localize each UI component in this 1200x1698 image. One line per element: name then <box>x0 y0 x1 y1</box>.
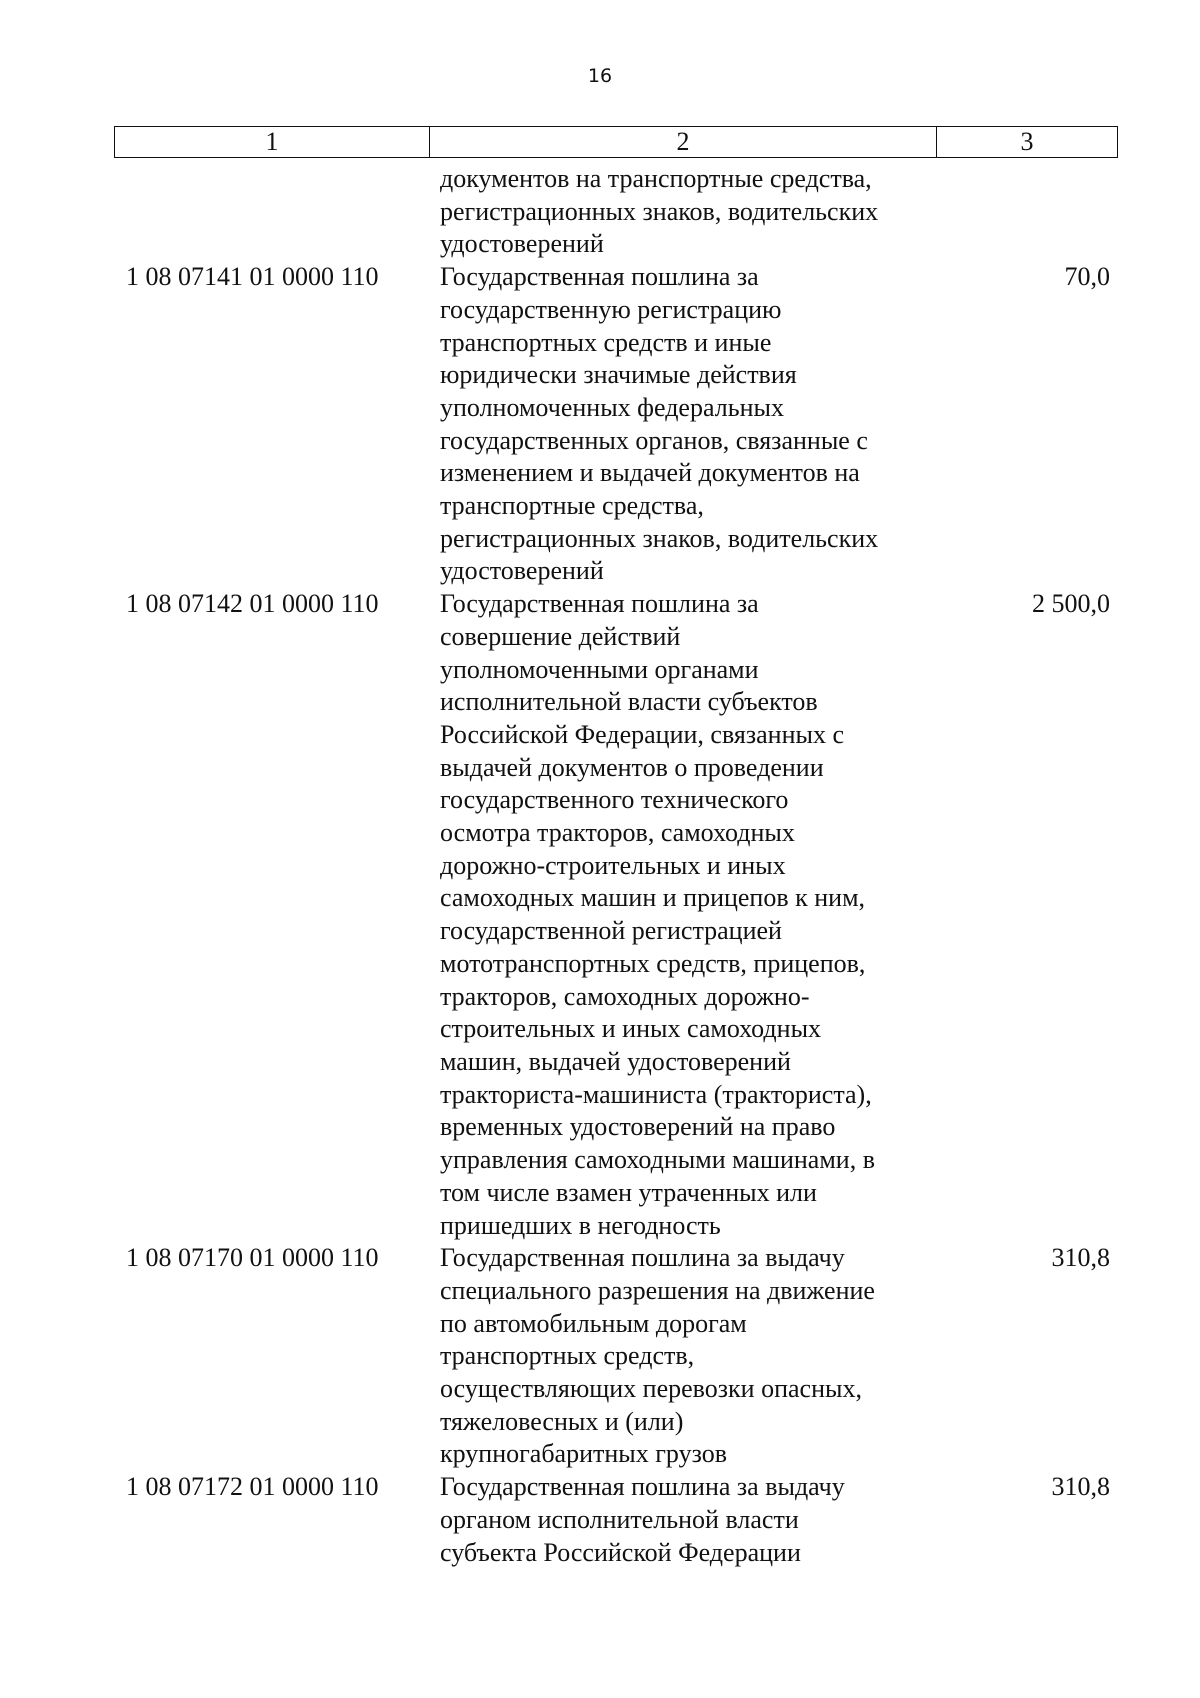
description-line: Российской Федерации, связанных с <box>440 719 845 749</box>
description-line: государственных органов, связанные с <box>440 425 868 455</box>
table-row <box>114 1242 1118 1471</box>
table-header-cell-1: 1 <box>115 127 430 157</box>
description-line: документов на транспортные средства, <box>440 164 872 193</box>
description-line: совершение действий <box>440 621 681 651</box>
description-line: транспортных средств и иные <box>440 327 772 357</box>
description-line: мототранспортных средств, прицепов, <box>440 948 866 978</box>
description-line: по автомобильным дорогам <box>440 1308 747 1338</box>
description-line: Государственная пошлина за <box>440 262 759 292</box>
description-line: юридически значимые действия <box>440 360 797 390</box>
description-line: субъекта Российской Федерации <box>440 1537 801 1567</box>
description-line: исполнительной власти субъектов <box>440 687 818 717</box>
description-line: органом исполнительной власти <box>440 1504 799 1534</box>
table-row <box>114 261 1118 588</box>
description-line: строительных и иных самоходных <box>440 1014 822 1044</box>
income-description <box>429 1471 936 1569</box>
description-line: Государственная пошлина за выдачу <box>440 1243 845 1273</box>
table-header-cell-2: 2 <box>430 127 937 157</box>
description-line: уполномоченных федеральных <box>440 392 784 422</box>
amount-value: 2 500,0 <box>1032 589 1110 619</box>
description-line: регистрационных знаков, водительских <box>440 523 879 553</box>
budget-code: 1 08 07170 01 0000 110 <box>126 1243 379 1273</box>
description-line: специального разрешения на движение <box>440 1275 875 1305</box>
income-description <box>429 1242 936 1471</box>
description-line: дорожно-строительных и иных <box>440 850 786 880</box>
income-description <box>429 261 936 588</box>
budget-code: 1 08 07172 01 0000 110 <box>126 1472 379 1502</box>
amount-value: 310,8 <box>1051 1243 1110 1273</box>
income-description <box>429 588 936 1242</box>
description-line: тяжеловесных и (или) <box>440 1406 684 1436</box>
description-line: изменением и выдачей документов на <box>440 458 860 488</box>
description-line: Государственная пошлина за выдачу <box>440 1472 845 1502</box>
income-description <box>429 163 936 261</box>
description-line: пришедших в негодность <box>440 1210 721 1240</box>
description-line: выдачей документов о проведении <box>440 752 824 782</box>
description-line: тракториста-машиниста (тракториста), <box>440 1079 872 1109</box>
amount-value: 70,0 <box>1064 262 1110 292</box>
description-line: тракторов, самоходных дорожно- <box>440 981 810 1011</box>
description-line: том числе взамен утраченных или <box>440 1177 817 1207</box>
description-line: регистрационных знаков, водительских <box>440 196 879 226</box>
table-header-row <box>114 126 1118 158</box>
page-number: 16 <box>587 65 613 87</box>
table-header-cell-3: 3 <box>1020 127 1034 156</box>
description-line: Государственная пошлина за <box>440 589 759 619</box>
amount-value: 310,8 <box>1051 1472 1110 1502</box>
description-line: крупногабаритных грузов <box>440 1439 727 1469</box>
description-line: удостоверений <box>440 556 604 586</box>
description-line: транспортные средства, <box>440 491 704 521</box>
table-row <box>114 588 1118 1242</box>
description-line: уполномоченными органами <box>440 654 759 684</box>
description-line: государственной регистрацией <box>440 916 782 946</box>
description-line: управления самоходными машинами, в <box>440 1145 875 1175</box>
table-row <box>114 1471 1118 1569</box>
description-line: осмотра тракторов, самоходных <box>440 818 795 848</box>
description-line: государственную регистрацию <box>440 294 782 324</box>
description-line: самоходных машин и прицепов к ним, <box>440 883 866 913</box>
description-line: транспортных средств, <box>440 1341 695 1371</box>
description-line: машин, выдачей удостоверений <box>440 1046 791 1076</box>
description-line: осуществляющих перевозки опасных, <box>440 1374 862 1404</box>
table-body <box>114 163 1118 1569</box>
budget-code: 1 08 07141 01 0000 110 <box>126 262 379 292</box>
description-line: удостоверений <box>440 229 604 259</box>
description-line: временных удостоверений на право <box>440 1112 836 1142</box>
budget-code: 1 08 07142 01 0000 110 <box>126 589 379 619</box>
description-line: государственного технического <box>440 785 789 815</box>
table-row <box>114 163 1118 261</box>
